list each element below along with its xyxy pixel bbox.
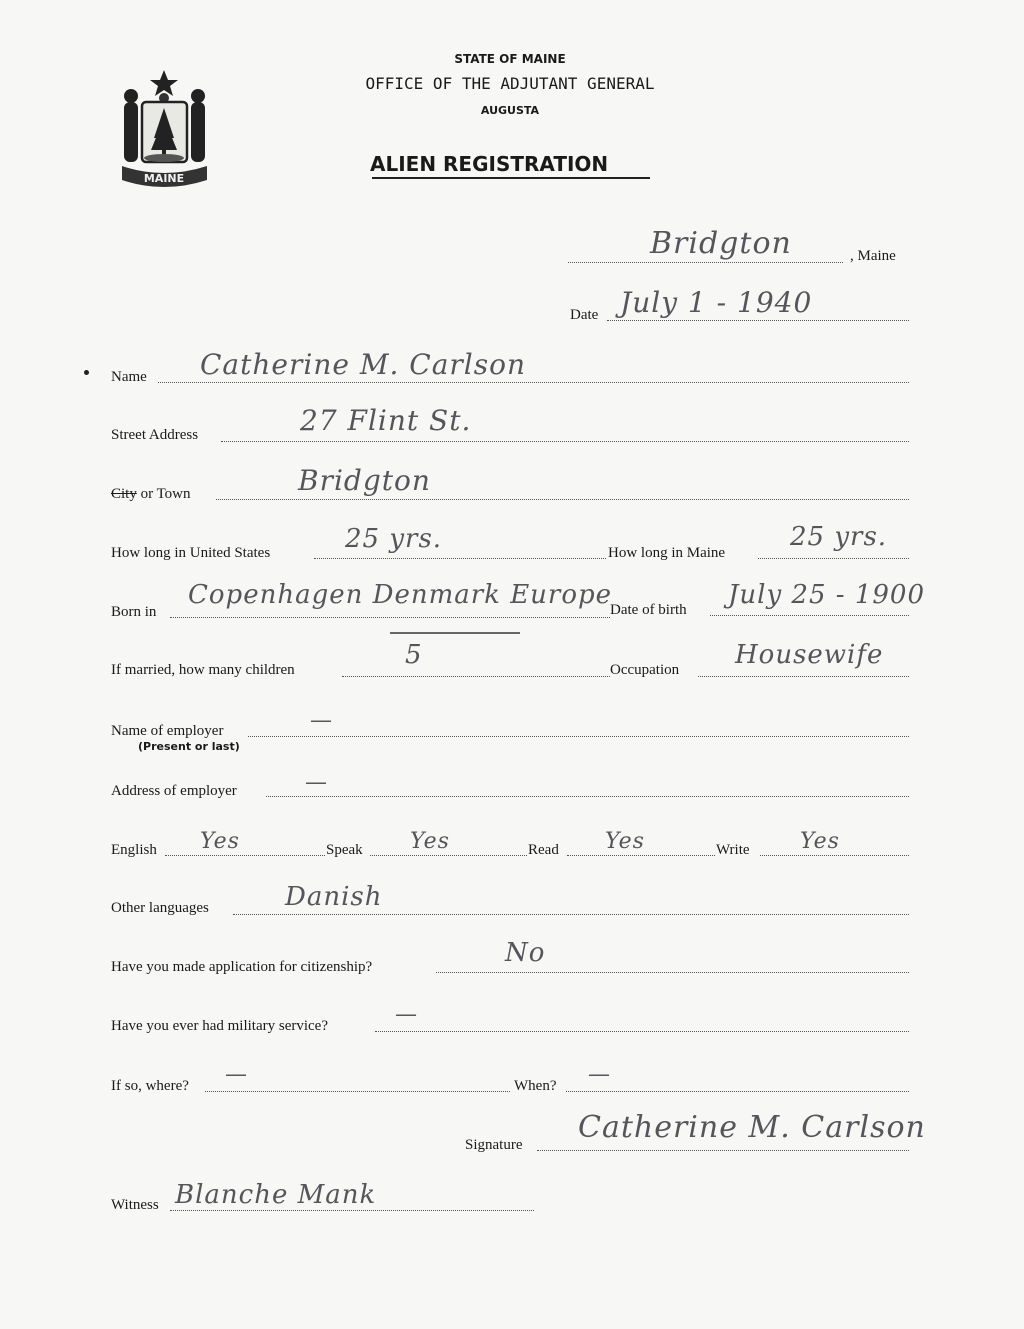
when-label: When? xyxy=(514,1078,557,1094)
or-town-label: or Town xyxy=(140,486,191,502)
read-line xyxy=(567,855,715,856)
children-label: If married, how many children xyxy=(111,662,295,678)
born-in-line xyxy=(170,617,610,618)
other-languages-label: Other languages xyxy=(111,900,209,916)
city-town-value: Bridgton xyxy=(298,464,431,497)
occupation-label: Occupation xyxy=(610,662,680,678)
employer-label: Name of employer xyxy=(111,723,224,739)
witness-value: Blanche Mank xyxy=(175,1180,377,1210)
write-value: Yes xyxy=(800,829,840,854)
us-years-line xyxy=(314,558,606,559)
other-languages-value: Danish xyxy=(285,882,383,912)
maine-years-value: 25 yrs. xyxy=(790,522,888,552)
signature-label: Signature xyxy=(465,1137,523,1153)
signature-value: Catherine M. Carlson xyxy=(578,1110,926,1145)
employer-address-line xyxy=(266,796,909,797)
speak-line xyxy=(370,855,527,856)
page-title: ALIEN REGISTRATION xyxy=(370,152,609,176)
speak-value: Yes xyxy=(410,829,450,854)
english-value: Yes xyxy=(200,829,240,854)
city-heading: AUGUSTA xyxy=(480,104,540,117)
seal-text: MAINE xyxy=(143,172,185,185)
dob-label: Date of birth xyxy=(610,602,687,618)
read-label: Read xyxy=(528,842,559,858)
when-line xyxy=(566,1091,909,1092)
name-value: Catherine M. Carlson xyxy=(200,348,527,381)
street-label: Street Address xyxy=(111,427,199,443)
bullet-mark xyxy=(84,370,89,375)
street-value: 27 Flint St. xyxy=(300,404,472,437)
date-line xyxy=(607,320,909,321)
where-value: — xyxy=(225,1062,248,1087)
employer-line xyxy=(248,736,909,737)
town-top-line xyxy=(568,262,843,263)
city-struck: City xyxy=(111,486,137,502)
town-top-suffix: , Maine xyxy=(850,248,896,264)
employer-address-value: — xyxy=(305,770,328,795)
children-value: 5 xyxy=(405,640,423,670)
state-seal-icon xyxy=(112,68,217,193)
employer-address-label: Address of employer xyxy=(111,783,237,799)
us-years-value: 25 yrs. xyxy=(345,524,443,554)
date-value: July 1 - 1940 xyxy=(620,286,813,319)
street-line xyxy=(221,441,909,442)
military-line xyxy=(375,1031,909,1032)
born-in-underline xyxy=(390,632,520,634)
employer-value: — xyxy=(310,708,333,733)
english-line xyxy=(165,855,325,856)
us-years-label: How long in United States xyxy=(111,545,271,561)
write-label: Write xyxy=(716,842,750,858)
maine-years-line xyxy=(758,558,909,559)
citizenship-label: Have you made application for citizenship? xyxy=(111,959,373,975)
maine-years-label: How long in Maine xyxy=(608,545,726,561)
office-heading: OFFICE OF THE ADJUTANT GENERAL xyxy=(365,74,655,93)
city-town-label xyxy=(111,486,191,503)
name-label: Name xyxy=(111,369,147,385)
where-line xyxy=(205,1091,510,1092)
military-label: Have you ever had military service? xyxy=(111,1018,328,1034)
witness-line xyxy=(170,1210,534,1211)
employer-sublabel: (Present or last) xyxy=(138,740,240,753)
where-label: If so, where? xyxy=(111,1078,189,1094)
born-in-label: Born in xyxy=(111,604,157,620)
born-in-value: Copenhagen Denmark Europe xyxy=(188,580,613,610)
date-label: Date xyxy=(570,307,599,323)
signature-line xyxy=(537,1150,909,1151)
title-underline xyxy=(372,177,650,179)
town-top-value: Bridgton xyxy=(650,226,792,261)
city-town-line xyxy=(216,499,909,500)
witness-label: Witness xyxy=(111,1197,159,1213)
state-heading: STATE OF MAINE xyxy=(454,52,566,66)
dob-value: July 25 - 1900 xyxy=(728,580,926,610)
citizenship-value: No xyxy=(505,938,546,968)
read-value: Yes xyxy=(605,829,645,854)
military-value: — xyxy=(395,1002,418,1027)
name-line xyxy=(158,382,909,383)
speak-label: Speak xyxy=(326,842,363,858)
write-line xyxy=(760,855,909,856)
other-languages-line xyxy=(233,914,909,915)
occupation-value: Housewife xyxy=(735,640,884,670)
dob-line xyxy=(710,615,909,616)
when-value: — xyxy=(588,1062,611,1087)
citizenship-line xyxy=(436,972,909,973)
occupation-line xyxy=(698,676,909,677)
english-label: English xyxy=(111,842,157,858)
children-line xyxy=(342,676,610,677)
